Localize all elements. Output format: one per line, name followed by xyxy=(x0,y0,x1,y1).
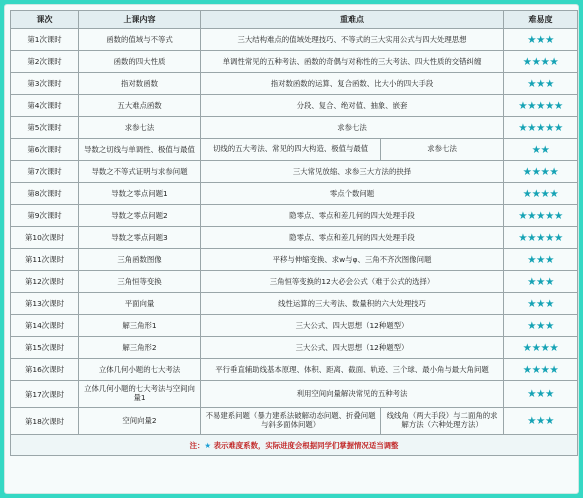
note-cell xyxy=(11,435,578,456)
lesson-cell: 第13次课时 xyxy=(11,293,79,315)
difficulty-stars: ★★★★★ xyxy=(504,95,578,117)
note-row xyxy=(11,435,578,456)
key-points-cell: 三角恒等变换的12大必会公式（难于公式的选择） xyxy=(201,271,504,293)
content-cell: 解三角形1 xyxy=(79,315,201,337)
table-row xyxy=(11,271,578,293)
table-row xyxy=(11,293,578,315)
table-row xyxy=(11,359,578,381)
header-difficulty: 难易度 xyxy=(504,11,578,29)
content-cell: 求参七法 xyxy=(79,117,201,139)
key-points-cell: 单调性常见的五种考法、函数的奇偶与对称性的三大考法、四大性质的交错纠缠 xyxy=(201,51,504,73)
lesson-cell: 第9次课时 xyxy=(11,205,79,227)
key-points-cell: 指对数函数的运算、复合函数、比大小的四大手段 xyxy=(201,73,504,95)
difficulty-stars: ★★★ xyxy=(504,249,578,271)
content-cell: 五大难点函数 xyxy=(79,95,201,117)
table-body xyxy=(11,29,578,435)
difficulty-stars: ★★★★ xyxy=(504,161,578,183)
content-cell: 立体几何小题的七大考法与空间向量1 xyxy=(79,381,201,408)
table-row xyxy=(11,29,578,51)
course-table xyxy=(10,10,578,456)
table-row xyxy=(11,227,578,249)
difficulty-stars: ★★★★★ xyxy=(504,117,578,139)
lesson-cell: 第14次课时 xyxy=(11,315,79,337)
table-row xyxy=(11,73,578,95)
key-points-cell: 三大公式、四大思想（12种题型） xyxy=(201,337,504,359)
lesson-cell: 第18次课时 xyxy=(11,408,79,435)
difficulty-stars: ★★★ xyxy=(504,315,578,337)
difficulty-stars: ★★★ xyxy=(504,271,578,293)
content-cell: 导数之零点问题2 xyxy=(79,205,201,227)
lesson-cell: 第5次课时 xyxy=(11,117,79,139)
table-row xyxy=(11,183,578,205)
lesson-cell: 第8次课时 xyxy=(11,183,79,205)
key-points-cell: 三大结构难点的值域处理技巧、不等式的三大实用公式与四大处理思想 xyxy=(201,29,504,51)
content-cell: 平面向量 xyxy=(79,293,201,315)
key-points-cell: 求参七法 xyxy=(201,117,504,139)
header-content: 上课内容 xyxy=(79,11,201,29)
difficulty-stars: ★★★★ xyxy=(504,359,578,381)
key-points-cell: 利用空间向量解决常见的五种考法 xyxy=(201,381,504,408)
note-prefix: 注： xyxy=(189,440,205,450)
note-text: 表示难度系数，实际进度会根据同学们掌握情况适当调整 xyxy=(213,440,399,450)
difficulty-stars: ★★★★★ xyxy=(504,205,578,227)
table-row xyxy=(11,315,578,337)
table-row xyxy=(11,95,578,117)
difficulty-stars: ★★★★ xyxy=(504,51,578,73)
key-points-cell: 隐零点、零点和差几何的四大处理手段 xyxy=(201,205,504,227)
key-points-part: 不易建系问题（暴力建系法破解动态问题、折叠问题与斜多面体问题） xyxy=(201,408,381,434)
content-cell: 三角恒等变换 xyxy=(79,271,201,293)
lesson-cell: 第15次课时 xyxy=(11,337,79,359)
content-cell: 导数之零点问题1 xyxy=(79,183,201,205)
difficulty-stars: ★★ xyxy=(504,139,578,161)
key-points-cell: 零点个数问题 xyxy=(201,183,504,205)
key-points-cell: 线性运算的三大考法、数量积的六大处理技巧 xyxy=(201,293,504,315)
difficulty-stars: ★★★★ xyxy=(504,183,578,205)
lesson-cell: 第12次课时 xyxy=(11,271,79,293)
key-points-cell: 平行垂直辅助线基本原理、体积、距离、截面、轨迹、三个球、最小角与最大角问题 xyxy=(201,359,504,381)
key-points-cell: 分段、复合、绝对值、抽象、嵌套 xyxy=(201,95,504,117)
lesson-cell: 第6次课时 xyxy=(11,139,79,161)
table-row xyxy=(11,408,578,435)
table-row xyxy=(11,381,578,408)
table-row xyxy=(11,205,578,227)
content-cell: 空间向量2 xyxy=(79,408,201,435)
lesson-cell: 第7次课时 xyxy=(11,161,79,183)
lesson-cell: 第3次课时 xyxy=(11,73,79,95)
difficulty-stars: ★★★★ xyxy=(504,337,578,359)
difficulty-stars: ★★★ xyxy=(504,381,578,408)
lesson-cell: 第16次课时 xyxy=(11,359,79,381)
header-lesson: 课次 xyxy=(11,11,79,29)
key-points-cell: 三大常见放缩、求参三大方法的抉择 xyxy=(201,161,504,183)
table-row xyxy=(11,51,578,73)
key-points-part: 线线角（两大手段）与二面角的求解方法（六种处理方法） xyxy=(386,411,498,429)
content-cell: 三角函数图像 xyxy=(79,249,201,271)
table-row xyxy=(11,161,578,183)
lesson-cell: 第4次课时 xyxy=(11,95,79,117)
content-cell: 立体几何小题的七大考法 xyxy=(79,359,201,381)
key-points-part: 切线的五大考法、常见的四大构造、极值与最值 xyxy=(201,139,381,160)
key-points-cell: 三大公式、四大思想（12种题型） xyxy=(201,315,504,337)
table-header-row xyxy=(11,11,578,29)
table-card xyxy=(4,4,579,494)
key-points-part: 求参七法 xyxy=(427,144,457,154)
content-cell: 导数之零点问题3 xyxy=(79,227,201,249)
content-cell: 函数的值域与不等式 xyxy=(79,29,201,51)
lesson-cell: 第2次课时 xyxy=(11,51,79,73)
content-cell: 解三角形2 xyxy=(79,337,201,359)
table-row xyxy=(11,139,578,161)
content-cell: 指对数函数 xyxy=(79,73,201,95)
key-points-cell xyxy=(201,408,504,435)
lesson-cell: 第1次课时 xyxy=(11,29,79,51)
table-row xyxy=(11,337,578,359)
difficulty-stars: ★★★ xyxy=(504,408,578,435)
lesson-cell: 第10次课时 xyxy=(11,227,79,249)
header-key-points: 重难点 xyxy=(201,11,504,29)
key-points-cell: 平移与伸缩变换、求w与φ、三角不齐次图像问题 xyxy=(201,249,504,271)
lesson-cell: 第17次课时 xyxy=(11,381,79,408)
key-points-cell xyxy=(201,139,504,161)
table-row xyxy=(11,249,578,271)
difficulty-stars: ★★★★★ xyxy=(504,227,578,249)
content-cell: 函数的四大性质 xyxy=(79,51,201,73)
difficulty-stars: ★★★ xyxy=(504,29,578,51)
table-row xyxy=(11,117,578,139)
star-icon: ★ xyxy=(204,440,212,450)
content-cell: 导数之不等式证明与求参问题 xyxy=(79,161,201,183)
difficulty-stars: ★★★ xyxy=(504,73,578,95)
difficulty-stars: ★★★ xyxy=(504,293,578,315)
lesson-cell: 第11次课时 xyxy=(11,249,79,271)
content-cell: 导数之切线与单调性、极值与最值 xyxy=(79,139,201,161)
key-points-cell: 隐零点、零点和差几何的四大处理手段 xyxy=(201,227,504,249)
